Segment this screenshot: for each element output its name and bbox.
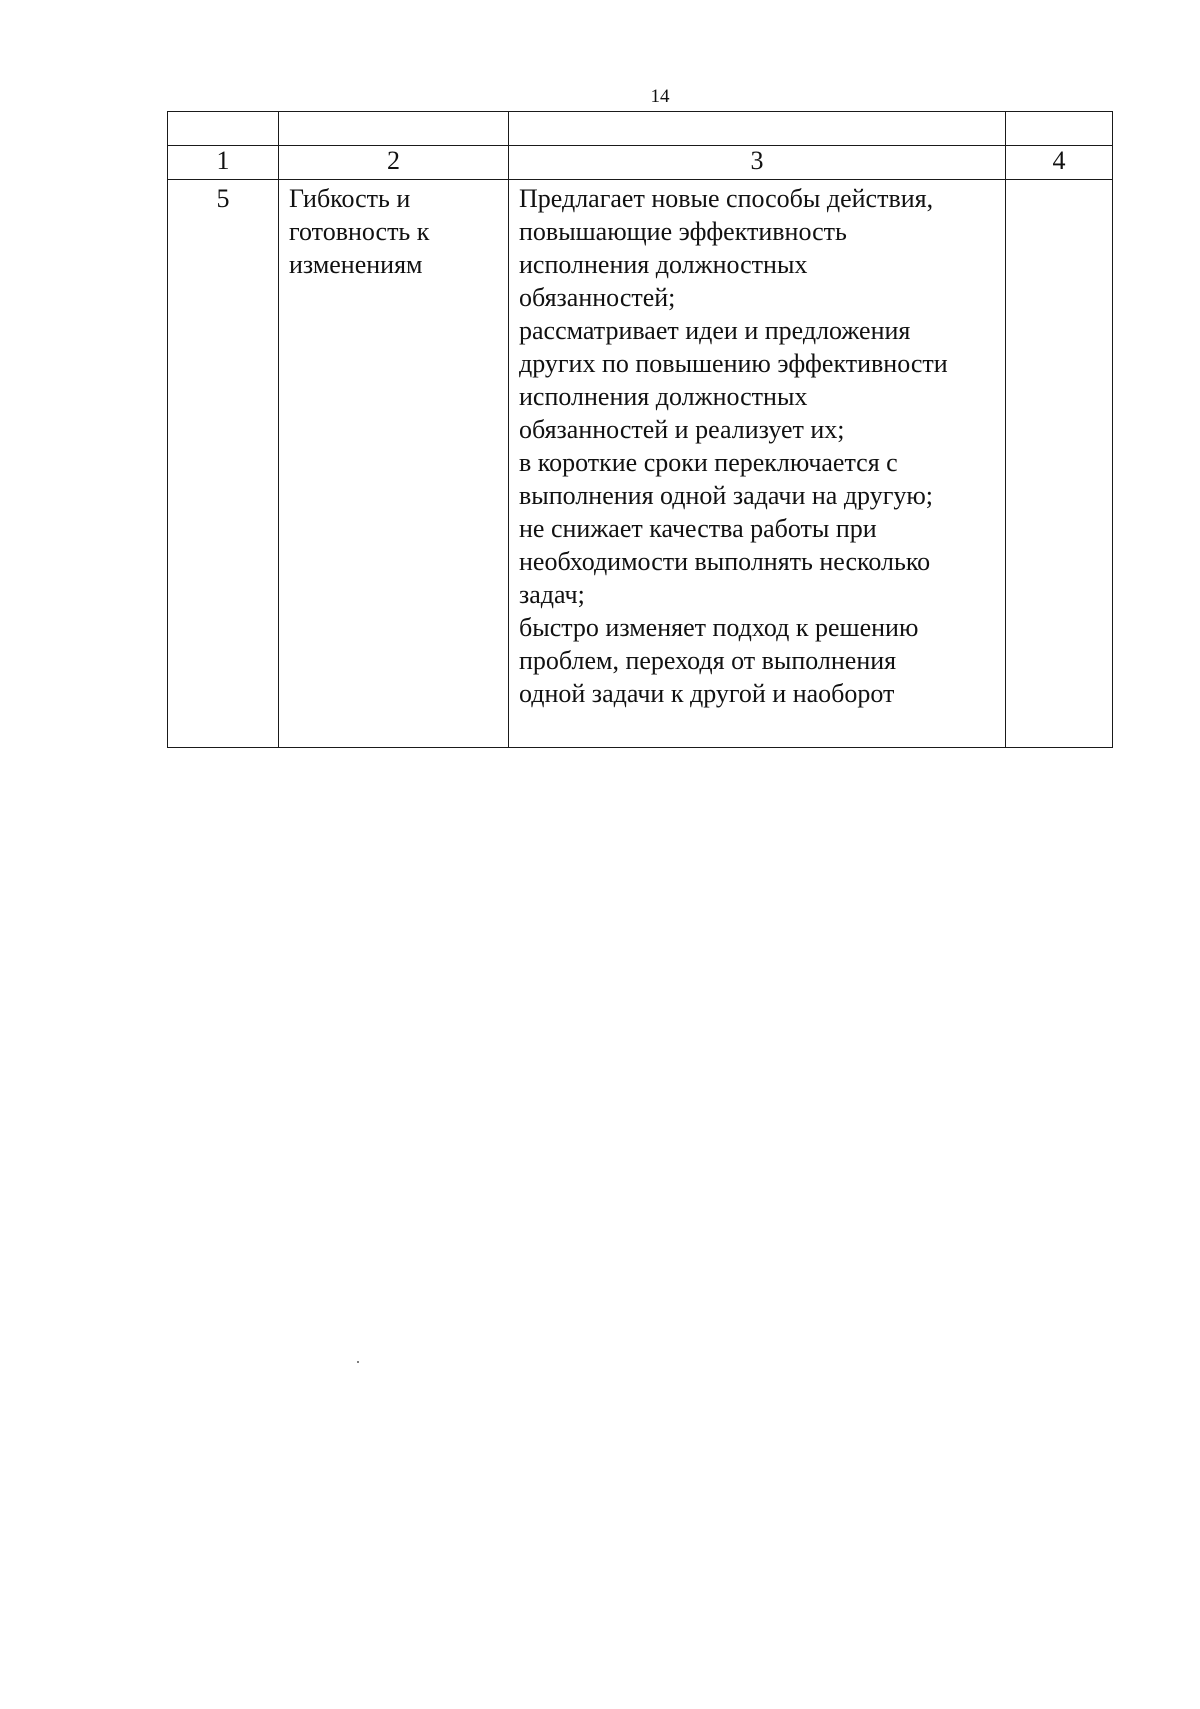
competency-name: Гибкость и готовность к изменениям xyxy=(279,180,509,748)
description-line: повышающие эффективность xyxy=(519,217,847,246)
description-line: исполнения должностных xyxy=(519,382,808,411)
description-line: исполнения должностных xyxy=(519,250,808,279)
competency-table xyxy=(167,111,1113,748)
description-line: быстро изменяет подход к решению xyxy=(519,613,919,642)
scan-speck xyxy=(357,1361,359,1363)
row-number: 5 xyxy=(168,180,279,748)
description-line: обязанностей; xyxy=(519,283,676,312)
column-4-cell xyxy=(1006,180,1113,748)
header-cell-3 xyxy=(509,112,1006,146)
description-line: Предлагает новые способы действия, xyxy=(519,184,934,213)
header-cell-2 xyxy=(279,112,509,146)
column-number-3: 3 xyxy=(509,146,1006,180)
column-number-1: 1 xyxy=(168,146,279,180)
description-line: в короткие сроки переключается с xyxy=(519,448,898,477)
page-number: 14 xyxy=(650,86,670,107)
description-line: обязанностей и реализует их; xyxy=(519,415,845,444)
competency-description xyxy=(509,180,1006,748)
description-line: не снижает качества работы при xyxy=(519,514,877,543)
table-header-blank-row xyxy=(168,112,1113,146)
table-row xyxy=(168,180,1113,748)
description-line: одной задачи к другой и наоборот xyxy=(519,679,895,708)
column-number-2: 2 xyxy=(279,146,509,180)
description-line: проблем, переходя от выполнения xyxy=(519,646,897,675)
description-line: других по повышению эффективности xyxy=(519,349,948,378)
description-line: необходимости выполнять несколько xyxy=(519,547,931,576)
description-line: выполнения одной задачи на другую; xyxy=(519,481,934,510)
header-cell-4 xyxy=(1006,112,1113,146)
header-cell-1 xyxy=(168,112,279,146)
column-number-4: 4 xyxy=(1006,146,1113,180)
column-number-row xyxy=(168,146,1113,180)
description-line: задач; xyxy=(519,580,585,609)
description-line: рассматривает идеи и предложения xyxy=(519,316,911,345)
